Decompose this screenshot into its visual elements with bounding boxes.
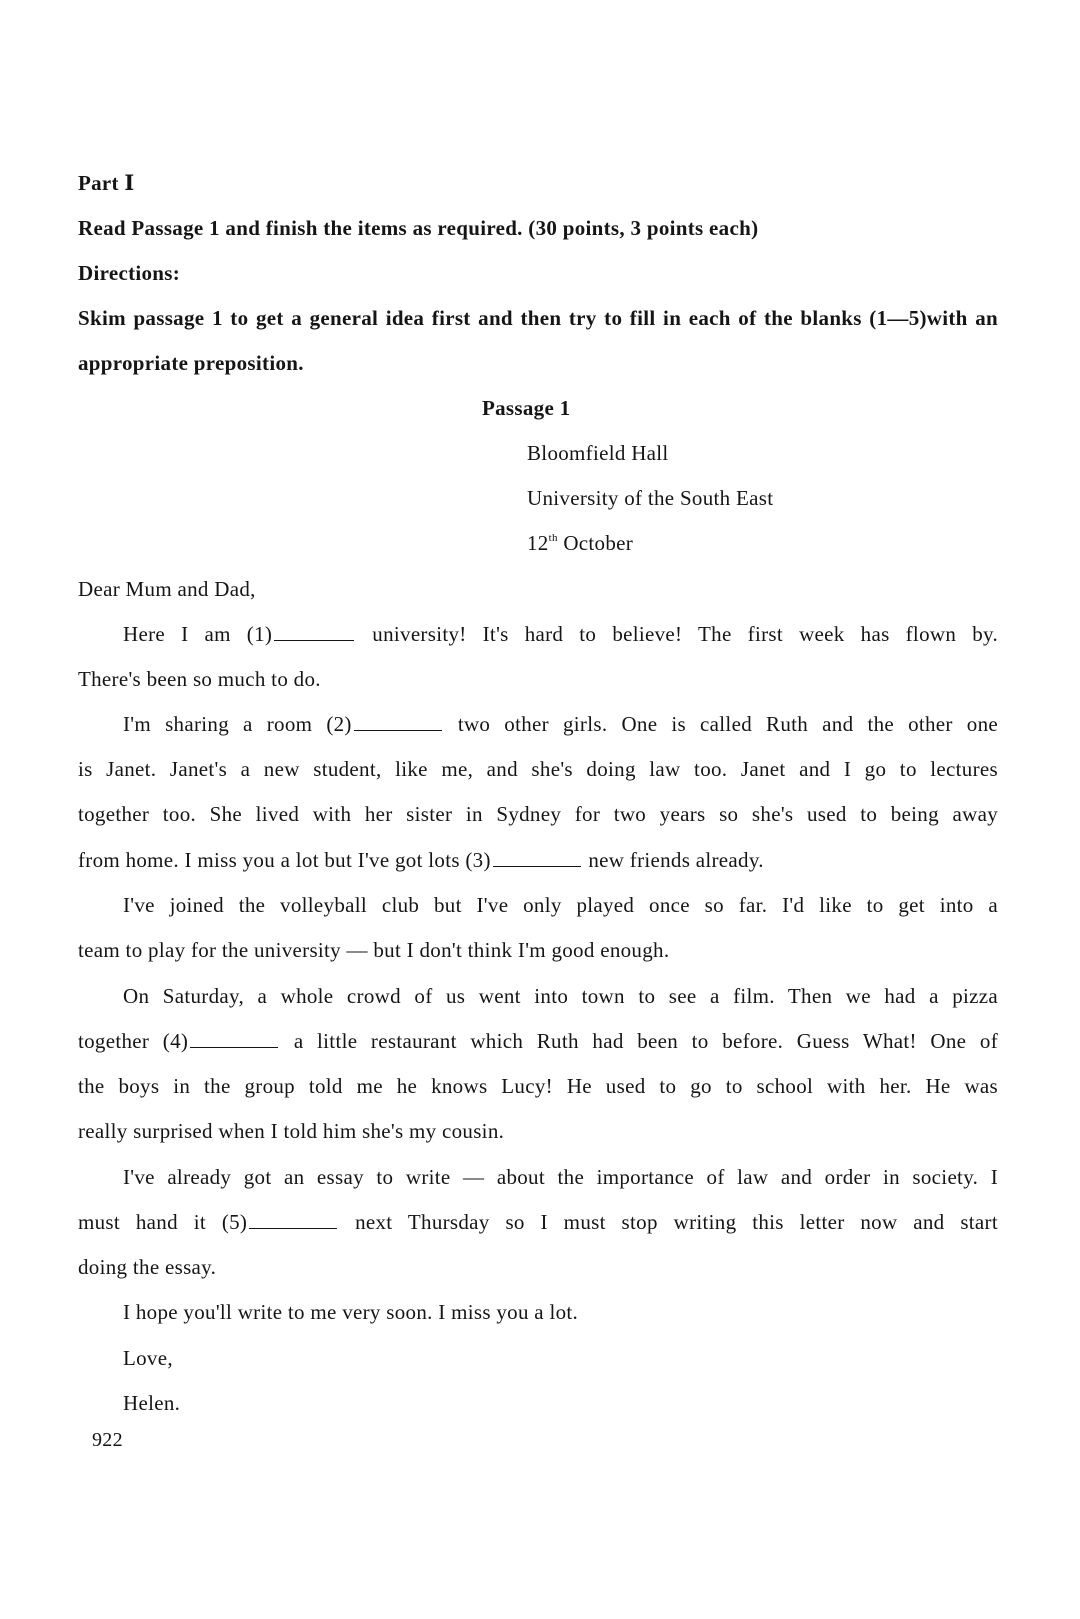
date-month: October — [563, 531, 634, 555]
text-segment: next Thursday so I must stop writing this letter now and start — [355, 1210, 998, 1234]
blank-1[interactable] — [274, 622, 354, 641]
paragraph-5-line-1: I've already got an essay to write — about the importance of law and order in society. I — [123, 1165, 998, 1189]
paragraph-4-line-3: the boys in the group told me he knows Lucy! He used to go to school with her. He was — [78, 1074, 998, 1098]
text-segment: I'm sharing a room (2) — [123, 712, 352, 736]
text-segment: together (4) — [78, 1029, 189, 1053]
passage-title: Passage 1 — [482, 396, 571, 420]
directions-text: Skim passage 1 to get a general idea first and then try to fill in each of the blanks (1—5)with an — [78, 306, 998, 330]
paragraph-2-line-2: is Janet. Janet's a new student, like me, and she's doing law too. Janet and I go to lectures — [78, 757, 998, 781]
date-day: 12 — [527, 531, 549, 555]
paragraph-5-line-2 — [78, 1207, 998, 1237]
part-heading: Part Ⅰ — [78, 171, 135, 195]
blank-2[interactable] — [354, 712, 442, 731]
paragraph-4-line-1: On Saturday, a whole crowd of us went into town to see a film. Then we had a pizza — [123, 984, 998, 1008]
blank-4[interactable] — [190, 1029, 278, 1048]
paragraph-5-line-3: doing the essay. — [78, 1255, 217, 1279]
paragraph-3-line-1: I've joined the volleyball club but I've only played once so far. I'd like to get into a — [123, 893, 998, 917]
paragraph-2-line-4 — [78, 845, 764, 875]
paragraph-2-line-3: together too. She lived with her sister in Sydney for two years so she's used to being away — [78, 802, 998, 826]
closing-line: I hope you'll write to me very soon. I miss you a lot. — [123, 1300, 579, 1324]
text-segment: Here I am (1) — [123, 622, 273, 646]
page-number: 922 — [92, 1429, 123, 1451]
paragraph-4-line-4: really surprised when I told him she's my cousin. — [78, 1119, 505, 1143]
signature: Helen. — [123, 1391, 181, 1415]
paragraph-3-line-2: team to play for the university — but I don't think I'm good enough. — [78, 938, 670, 962]
address-line-1: Bloomfield Hall — [527, 441, 669, 465]
address-line-2: University of the South East — [527, 486, 774, 510]
blank-5[interactable] — [249, 1210, 337, 1229]
text-segment: university! It's hard to believe! The first week has flown by. — [372, 622, 998, 646]
instruction-line: Read Passage 1 and finish the items as required. (30 points, 3 points each) — [78, 216, 759, 240]
paragraph-1-line-2: There's been so much to do. — [78, 667, 321, 691]
directions-label: Directions: — [78, 261, 181, 285]
paragraph-2-line-1 — [123, 709, 998, 739]
salutation: Dear Mum and Dad, — [78, 577, 256, 601]
directions-text-cont: appropriate preposition. — [78, 351, 304, 375]
date-ordinal: th — [548, 532, 558, 544]
paragraph-4-line-2 — [78, 1026, 998, 1056]
text-segment: must hand it (5) — [78, 1210, 248, 1234]
paragraph-1-line-1 — [123, 619, 998, 649]
closing-love: Love, — [123, 1346, 173, 1370]
text-segment: two other girls. One is called Ruth and the other one — [457, 712, 999, 736]
blank-3[interactable] — [493, 848, 581, 867]
text-segment: from home. I miss you a lot but I've got lots (3) — [78, 848, 491, 872]
letter-date — [527, 528, 633, 558]
text-segment: a little restaurant which Ruth had been to before. Guess What! One of — [293, 1029, 998, 1053]
text-segment: new friends already. — [588, 848, 764, 872]
